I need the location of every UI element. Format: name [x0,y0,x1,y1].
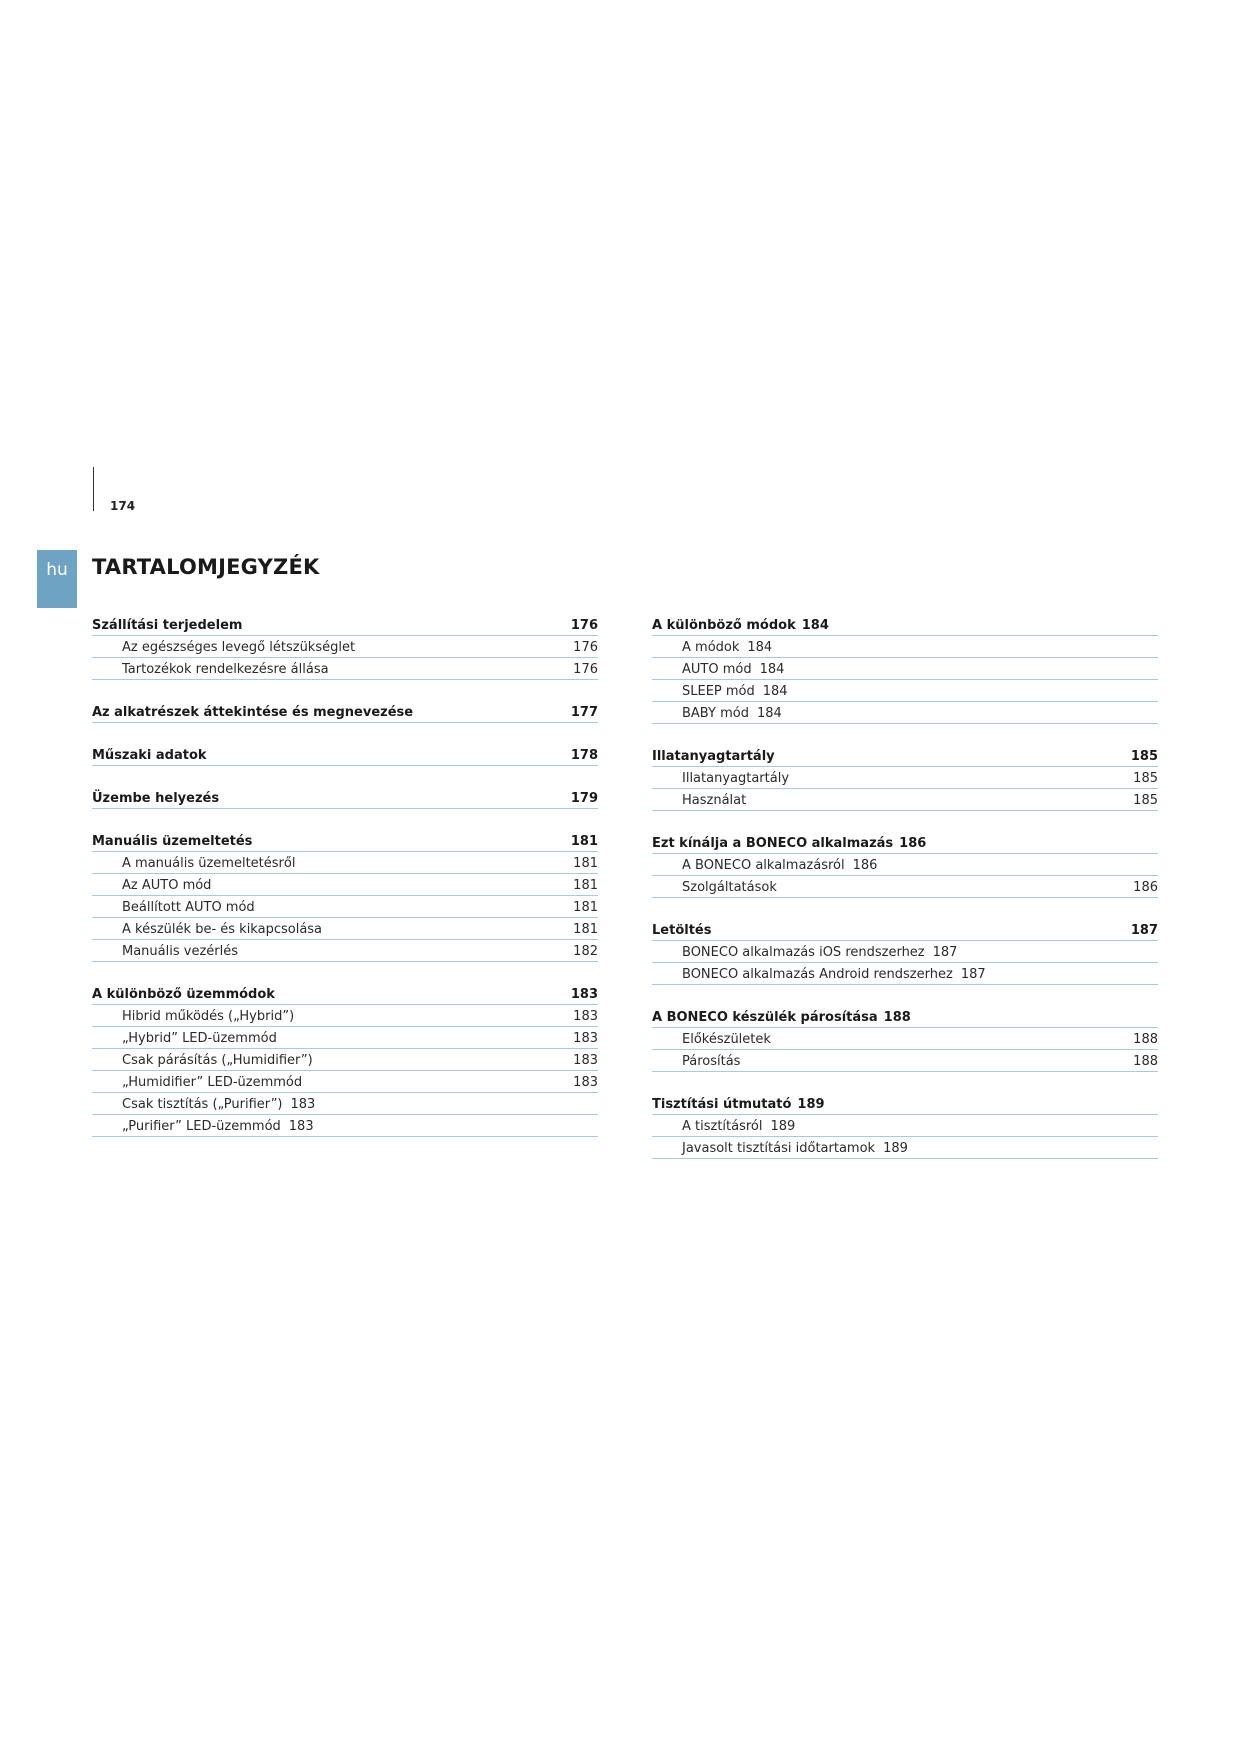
toc-entry[interactable] [652,680,1158,702]
toc-section-heading-label: Az alkatrészek áttekintése és megnevezése [92,705,414,720]
toc-entry[interactable] [652,702,1158,724]
toc-entry-page: 187 [960,967,986,982]
toc-section-heading-page: 179 [570,791,598,806]
toc-section-heading-page: 181 [570,834,598,849]
toc-entry-page: 184 [756,706,782,721]
toc-entry-page: 183 [573,1031,598,1046]
toc-section-heading[interactable] [652,1092,1158,1115]
toc-entry-label: Csak párásítás („Humidifier”) [122,1053,313,1068]
toc-section-heading[interactable] [652,1005,1158,1028]
toc-entry[interactable] [92,896,598,918]
toc-section [652,744,1158,811]
toc-entry[interactable] [652,1050,1158,1072]
toc-section-heading-label: Szállítási terjedelem [92,618,243,633]
toc-section-heading-label: Ezt kínálja a BONECO alkalmazás 186 [652,836,927,851]
toc-entry-label: „Purifier” LED-üzemmód 183 [122,1119,314,1134]
toc-entry[interactable] [652,1115,1158,1137]
toc-entry[interactable] [92,636,598,658]
toc-section [92,700,598,723]
toc-entry-page: 181 [573,922,598,937]
toc-section-heading[interactable] [652,918,1158,941]
toc-entry[interactable] [652,854,1158,876]
toc-section [92,743,598,766]
toc-section-heading[interactable] [652,744,1158,767]
toc-entry-label: Javasolt tisztítási időtartamok 189 [682,1141,908,1156]
toc-entry-page: 183 [288,1119,314,1134]
toc-entry-page: 186 [1133,880,1158,895]
toc-entry-label: Illatanyagtartály [682,771,790,786]
toc-section-heading[interactable] [92,613,598,636]
toc-entry-label: Beállított AUTO mód [122,900,255,915]
toc-entry[interactable] [652,941,1158,963]
toc-entry-page: 183 [573,1009,598,1024]
toc-entry[interactable] [652,963,1158,985]
toc-entry[interactable] [92,1027,598,1049]
toc-section-heading-page: 187 [1130,923,1158,938]
toc-entry-label: Csak tisztítás („Purifier”) 183 [122,1097,316,1112]
toc-section [652,918,1158,985]
toc-entry-page: 189 [770,1119,796,1134]
toc-section [652,613,1158,724]
toc-entry-label: Előkészületek [682,1032,771,1047]
toc-entry-page: 189 [883,1141,908,1156]
toc-entry-label: Párosítás [682,1054,741,1069]
toc-entry-label: Az AUTO mód [122,878,212,893]
toc-section-heading[interactable] [92,982,598,1005]
toc-entry[interactable] [92,852,598,874]
toc-entry[interactable] [92,1093,598,1115]
toc-section-heading[interactable] [92,743,598,766]
toc-entry[interactable] [652,658,1158,680]
toc-section-heading-label: Üzembe helyezés [92,791,220,806]
toc-section-heading-page: 178 [570,748,598,763]
toc-entry[interactable] [92,658,598,680]
toc-entry-label: BABY mód 184 [682,706,782,721]
toc-entry-label: SLEEP mód 184 [682,684,788,699]
toc-section-heading-page: 183 [570,987,598,1002]
toc-entry-page: 184 [747,640,773,655]
toc-entry[interactable] [652,1137,1158,1159]
toc-column-left [92,613,598,1137]
toc-entry-label: A BONECO alkalmazásról 186 [682,858,878,873]
toc-section-heading-page: 184 [801,618,829,633]
toc-section-heading[interactable] [92,700,598,723]
toc-entry-page: 181 [573,856,598,871]
toc-entry-page: 186 [852,858,878,873]
toc-section [652,1092,1158,1159]
toc-entry[interactable] [92,1049,598,1071]
toc-entry-page: 185 [1133,793,1158,808]
toc-entry-page: 181 [573,878,598,893]
toc-entry[interactable] [92,1071,598,1093]
toc-entry[interactable] [652,789,1158,811]
toc-section [652,831,1158,898]
page-number-rule [93,467,94,511]
toc-entry-label: A módok 184 [682,640,773,655]
toc-entry[interactable] [652,636,1158,658]
toc-section [92,613,598,680]
toc-section-heading-page: 189 [797,1097,825,1112]
toc-entry-page: 176 [573,662,598,677]
toc-section-heading-page: 188 [883,1010,911,1025]
toc-entry-page: 176 [573,640,598,655]
toc-entry-label: Az egészséges levegő létszükséglet [122,640,356,655]
toc-entry-page: 183 [573,1053,598,1068]
toc-entry[interactable] [652,1028,1158,1050]
toc-section-heading-label: A különböző üzemmódok [92,987,275,1002]
toc-section-heading[interactable] [92,786,598,809]
toc-section-heading-label: Műszaki adatok [92,748,207,763]
toc-entry-page: 187 [932,945,958,960]
toc-entry-label: „Humidifier” LED-üzemmód [122,1075,303,1090]
toc-section-heading[interactable] [92,829,598,852]
toc-entry[interactable] [92,1005,598,1027]
toc-section-heading-page: 176 [570,618,598,633]
toc-entry[interactable] [652,876,1158,898]
toc-section-heading[interactable] [652,613,1158,636]
toc-section-heading-label: A BONECO készülék párosítása 188 [652,1010,911,1025]
toc-entry-label: A manuális üzemeltetésről [122,856,296,871]
toc-entry-label: BONECO alkalmazás Android rendszerhez 187 [682,967,986,982]
toc-entry-label: Szolgáltatások [682,880,777,895]
toc-entry-label: A készülék be- és kikapcsolása [122,922,323,937]
toc-entry-label: BONECO alkalmazás iOS rendszerhez 187 [682,945,958,960]
toc-entry-label: Manuális vezérlés [122,944,238,959]
toc-section-heading-page: 186 [899,836,927,851]
toc-entry[interactable] [92,1115,598,1137]
toc-section-heading[interactable] [652,831,1158,854]
toc-entry[interactable] [652,767,1158,789]
toc-entry[interactable] [92,918,598,940]
toc-entry[interactable] [92,874,598,896]
toc-entry-label: Hibrid működés („Hybrid”) [122,1009,295,1024]
toc-section [92,786,598,809]
page-number: 174 [110,499,136,513]
toc-entry[interactable] [92,940,598,962]
toc-entry-page: 184 [759,662,785,677]
toc-entry-page: 181 [573,900,598,915]
toc-column-right [652,613,1158,1159]
toc-entry-label: Használat [682,793,747,808]
toc-section-heading-label: Letöltés [652,923,712,938]
toc-entry-label: „Hybrid” LED-üzemmód [122,1031,277,1046]
toc-section-heading-label: Illatanyagtartály [652,749,775,764]
toc-entry-page: 188 [1133,1054,1158,1069]
language-tab: hu [37,550,77,608]
toc-entry-page: 183 [573,1075,598,1090]
toc-entry-page: 183 [290,1097,316,1112]
toc-entry-page: 185 [1133,771,1158,786]
toc-entry-page: 182 [573,944,598,959]
toc-section-heading-page: 185 [1130,749,1158,764]
toc-entry-label: Tartozékok rendelkezésre állása [122,662,329,677]
page-title: TARTALOMJEGYZÉK [92,555,320,579]
toc-section [92,829,598,962]
toc-section [652,1005,1158,1072]
toc-section-heading-label: Manuális üzemeltetés [92,834,253,849]
toc-entry-label: AUTO mód 184 [682,662,785,677]
toc-section-heading-label: Tisztítási útmutató 189 [652,1097,825,1112]
toc-entry-page: 184 [762,684,788,699]
toc-section [92,982,598,1137]
toc-section-heading-page: 177 [570,705,598,720]
toc-section-heading-label: A különböző módok 184 [652,618,829,633]
toc-entry-label: A tisztításról 189 [682,1119,796,1134]
toc-entry-page: 188 [1133,1032,1158,1047]
